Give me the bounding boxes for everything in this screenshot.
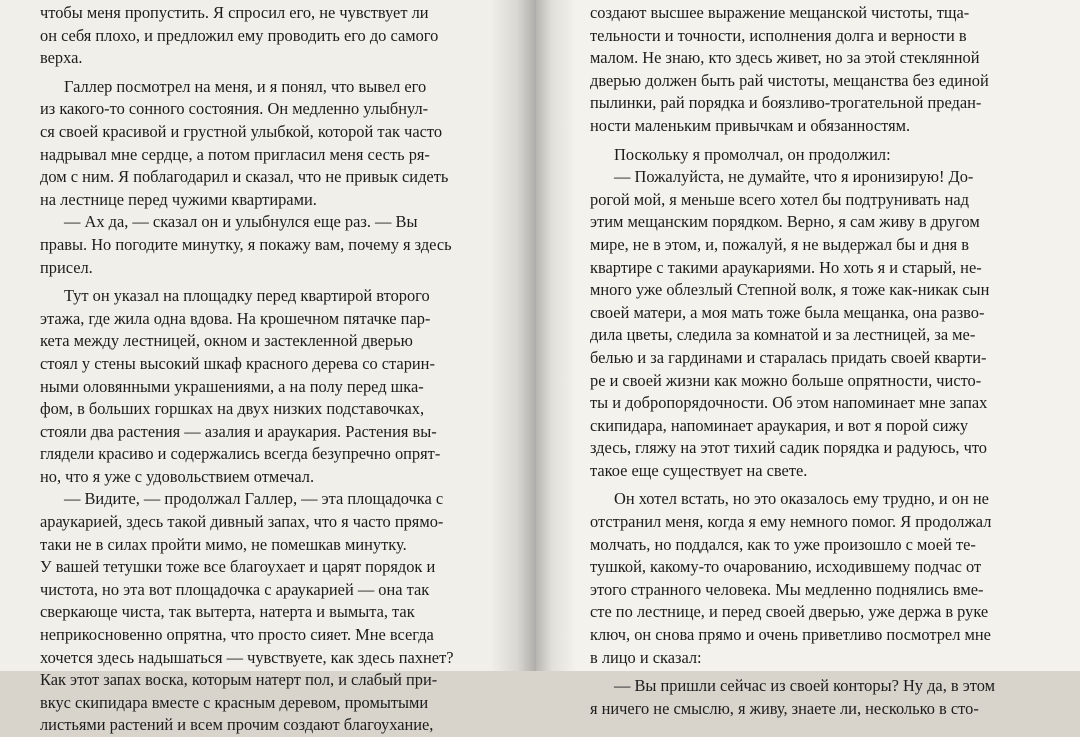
- text-line: ключ, он снова прямо и очень приветливо посмотрел мне: [590, 625, 991, 645]
- text-line: сте по лестнице, и перед своей дверью, уже держа в руке: [590, 602, 989, 622]
- text-line: он себя плохо, и предложил ему проводить его до самого: [40, 25, 439, 45]
- text-line: стоял у стены высокий шкаф красного дерева со старин-: [40, 353, 435, 373]
- text-line: — Вы пришли сейчас из своей конторы? Ну да, в этом: [614, 676, 995, 696]
- text-line: пылинки, рай порядка и боязливо-трогательной предан-: [590, 93, 982, 113]
- text-line: стояли два растения — азалия и араукария. Растения вы-: [40, 421, 437, 441]
- text-line: верха.: [40, 48, 83, 68]
- text-line: ности маленьким привычкам и обязанностям.: [590, 115, 911, 135]
- text-line: из какого-то сонного состояния. Он медленно улыбнул-: [40, 99, 429, 119]
- text-line: кета между лестницей, окном и застекленной дверью: [40, 331, 413, 351]
- text-line: Галлер посмотрел на меня, и я понял, что вывел его: [64, 76, 427, 96]
- text-line: скипидара, напоминает араукария, и вот я порой сижу: [590, 415, 969, 435]
- text-line: дом с ним. Я поблагодарил и сказал, что не привык сидеть: [40, 167, 449, 187]
- text-line: отстранил меня, когда я ему немного помог. Я продолжал: [590, 512, 992, 532]
- text-line: рогой мой, я меньше всего хотел бы подтрунивать над: [590, 189, 969, 209]
- text-line: вкус скипидара вместе с красным деревом, промытыми: [40, 692, 429, 712]
- text-line: сверкающе чиста, так вытерта, натерта и вымыта, так: [40, 602, 415, 622]
- text-line: в лицо и сказал:: [590, 647, 702, 667]
- text-line: белью и за гардинами и старалась придать своей кварти-: [590, 347, 987, 367]
- text-line: тельности и точности, исполнения долга и верности в: [590, 25, 967, 45]
- text-line: чистота, но эта вот площадочка с араукарией — она так: [40, 579, 430, 599]
- text-line: араукарией, здесь такой дивный запах, что я часто прямо-: [40, 512, 444, 532]
- text-line: чтобы меня пропустить. Я спросил его, не чувствует ли: [40, 3, 429, 22]
- text-line: неприкосновенно опрятна, что просто сияет. Мне всегда: [40, 625, 434, 645]
- gutter-shadow: [536, 0, 576, 671]
- right-page-text: [590, 2, 1056, 720]
- text-line: фом, в больших горшках на двух низких подставочках,: [40, 399, 425, 419]
- text-line: ты и добропорядочности. Об этом напоминает мне запах: [590, 393, 988, 413]
- text-line: Как этот запах воска, которым натерт пол, и слабый при-: [40, 670, 438, 690]
- text-line: этим мещанским порядком. Верно, я сам живу в другом: [590, 212, 980, 232]
- text-line: дверью должен быть рай чистоты, мещанства без единой: [590, 70, 989, 90]
- text-line: хочется здесь надышаться — чувствуете, как здесь пахнет?: [40, 647, 454, 667]
- text-line: много уже облезлый Степной волк, я тоже как-никак сын: [590, 280, 990, 300]
- text-line: присел.: [40, 257, 93, 277]
- text-line: надрывал мне сердце, а потом пригласил меня сесть ря-: [40, 144, 430, 164]
- text-line: листьями растений и всем прочим создают благоухание,: [40, 715, 434, 735]
- text-line: малом. Не знаю, кто здесь живет, но за этой стеклянной: [590, 48, 980, 68]
- text-line: квартире с такими араукариями. Но хоть я и старый, не-: [590, 257, 982, 277]
- text-line: ными оловянными украшениями, а на полу перед шка-: [40, 376, 424, 396]
- gutter-shadow: [490, 0, 536, 671]
- text-line: Он хотел встать, но это оказалось ему трудно, и он не: [614, 489, 989, 509]
- text-line: такое еще существует на свете.: [590, 460, 808, 480]
- text-line: я ничего не смыслю, я живу, знаете ли, несколько в сто-: [590, 698, 979, 718]
- text-line: этого странного человека. Мы медленно поднялись вме-: [590, 579, 984, 599]
- text-line: ся своей красивой и грустной улыбкой, которой так часто: [40, 121, 443, 141]
- text-line: своей матери, а моя мать тоже была мещанка, она разво-: [590, 302, 985, 322]
- text-line: тушкой, какому-то очарованию, исходившему подчас от: [590, 557, 982, 577]
- text-line: молчать, но поддался, как то уже произошло с моей те-: [590, 534, 976, 554]
- text-line: У вашей тетушки тоже все благоухает и царят порядок и: [40, 557, 436, 577]
- text-line: Поскольку я промолчал, он продолжил:: [614, 144, 891, 164]
- text-line: — Пожалуйста, не думайте, что я иронизирую! До-: [614, 167, 974, 187]
- text-line: но, что я уже с удовольствием отмечал.: [40, 466, 315, 486]
- left-page-text: [40, 2, 504, 737]
- text-line: правы. Но погодите минутку, я покажу вам, почему я здесь: [40, 234, 452, 254]
- right-page: [536, 0, 1080, 718]
- text-line: таки не в силах пройти мимо, не помешкав минутку.: [40, 534, 407, 554]
- text-line: Тут он указал на площадку перед квартирой второго: [64, 286, 430, 306]
- text-line: ре и своей жизни как можно больше опрятности, чисто-: [590, 370, 982, 390]
- text-line: создают высшее выражение мещанской чистоты, тща-: [590, 3, 970, 22]
- text-line: — Ах да, — сказал он и улыбнулся еще раз. — Вы: [64, 212, 418, 232]
- text-line: глядели красиво и содержались всегда безупречно опрят-: [40, 444, 441, 464]
- text-line: дила цветы, следила за комнатой и за лестницей, за ме-: [590, 325, 976, 345]
- left-page: [0, 0, 536, 735]
- text-line: на лестнице перед чужими квартирами.: [40, 189, 317, 209]
- text-line: — Видите, — продолжал Галлер, — эта площадочка с: [64, 489, 444, 509]
- text-line: мире, не в этом, и, пожалуй, я не выдержал бы и дня в: [590, 234, 970, 254]
- text-line: этажа, где жила одна вдова. На крошечном пятачке пар-: [40, 308, 431, 328]
- text-line: здесь, гляжу на этот тихий садик порядка и радуюсь, что: [590, 438, 988, 458]
